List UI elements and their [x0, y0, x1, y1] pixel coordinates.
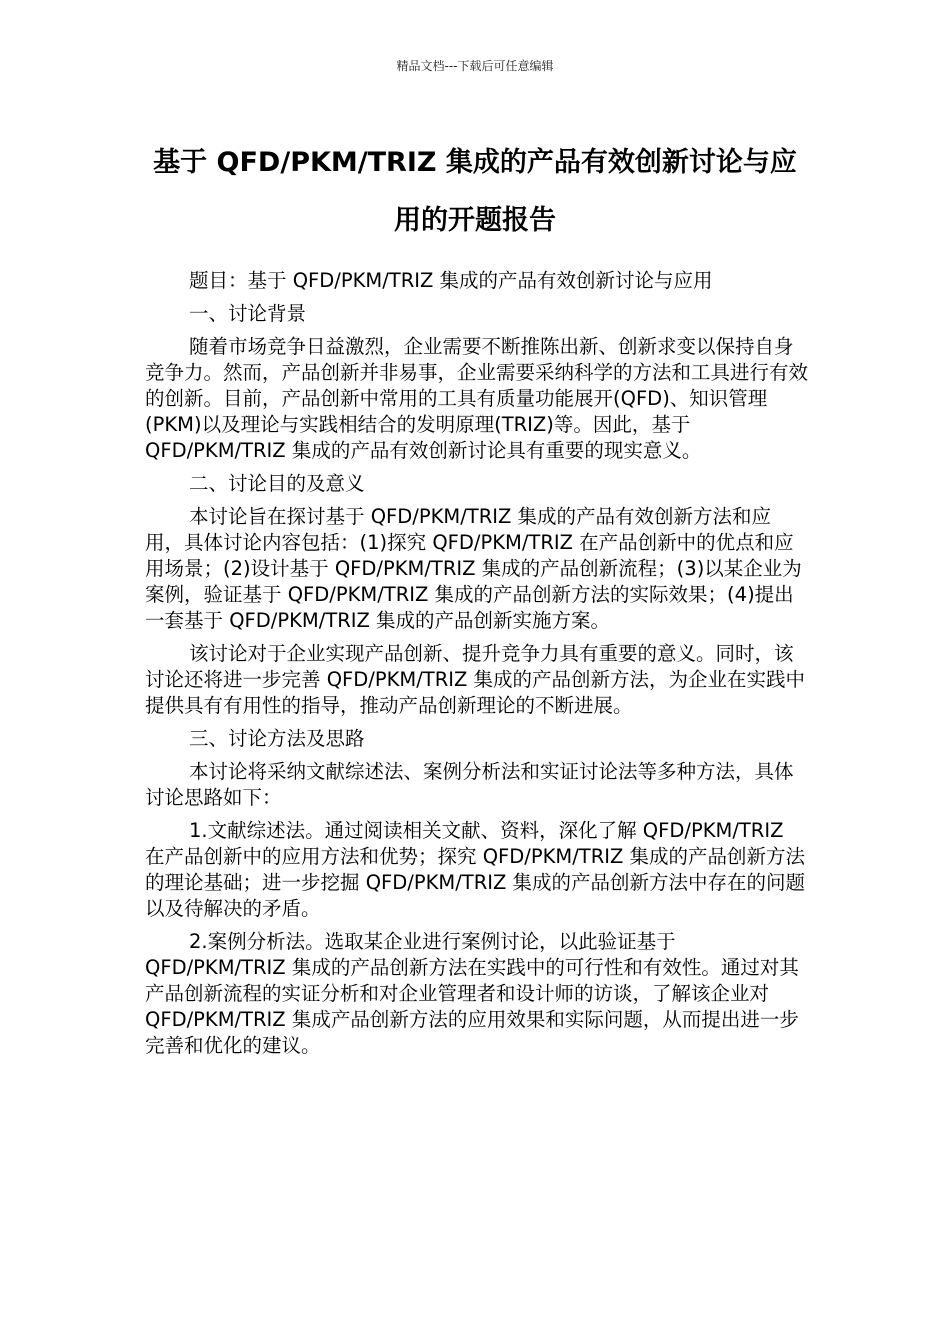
section-heading-background: 一、讨论背景 [189, 302, 307, 325]
document-body [145, 268, 809, 1066]
document-title: 基于 QFD/PKM/TRIZ 集成的产品有效创新讨论与应用的开题报告 [153, 147, 797, 236]
paragraph-purpose: 本讨论旨在探讨基于 QFD/PKM/TRIZ 集成的产品有效创新方法和应用，具体讨论内容包括：(1)探究 QFD/PKM/TRIZ 在产品创新中的优点和应用场景；(2)设计基于 QFD/PKM/TRIZ 集成的产品创新流程；(3)以某企业为案例，验证基于 QFD/PKM/TRIZ 集成的产品创新方法的实际效果；(4)提出一套基于 QFD/PKM/TRIZ 集成的产品创新实施方案。 [145, 505, 802, 632]
topic-line: 题目：基于 QFD/PKM/TRIZ 集成的产品有效创新讨论与应用 [189, 269, 713, 292]
section-heading-methods: 三、讨论方法及思路 [189, 727, 365, 750]
section-heading-purpose: 二、讨论目的及意义 [189, 472, 365, 495]
paragraph-method-literature: 1.文献综述法。通过阅读相关文献、资料，深化了解 QFD/PKM/TRIZ 在产品创新中的应用方法和优势；探究 QFD/PKM/TRIZ 集成的产品创新方法的理论基础；进一步挖掘 QFD/PKM/TRIZ 集成的产品创新方法中存在的问题以及待解决的矛盾。 [145, 819, 806, 920]
paragraph-background: 随着市场竞争日益激烈，企业需要不断推陈出新、创新求变以保持自身竞争力。然而，产品创新并非易事，企业需要采纳科学的方法和工具进行有效的创新。目前，产品创新中常用的工具有质量功能展开(QFD)、知识管理(PKM)以及理论与实践相结合的发明原理(TRIZ)等。因此，基于 QFD/PKM/TRIZ 集成的产品有效创新讨论具有重要的现实意义。 [145, 335, 809, 462]
page-header: 精品文档---下载后可任意编辑 [396, 59, 554, 73]
paragraph-methods-intro: 本讨论将采纳文献综述法、案例分析法和实证讨论法等多种方法，具体讨论思路如下： [145, 760, 794, 809]
paragraph-method-case: 2.案例分析法。选取某企业进行案例讨论，以此验证基于 QFD/PKM/TRIZ 集成的产品创新方法在实践中的可行性和有效性。通过对其产品创新流程的实证分析和对企业管理者和设计师的访谈，了解该企业对 QFD/PKM/TRIZ 集成产品创新方法的应用效果和实际问题，从而提出进一步完善和优化的建议。 [145, 930, 799, 1057]
paragraph-significance: 该讨论对于企业实现产品创新、提升竞争力具有重要的意义。同时，该讨论还将进一步完善 QFD/PKM/TRIZ 集成的产品创新方法，为企业在实践中提供具有有用性的指导，推动产品创新理论的不断进展。 [145, 642, 806, 717]
